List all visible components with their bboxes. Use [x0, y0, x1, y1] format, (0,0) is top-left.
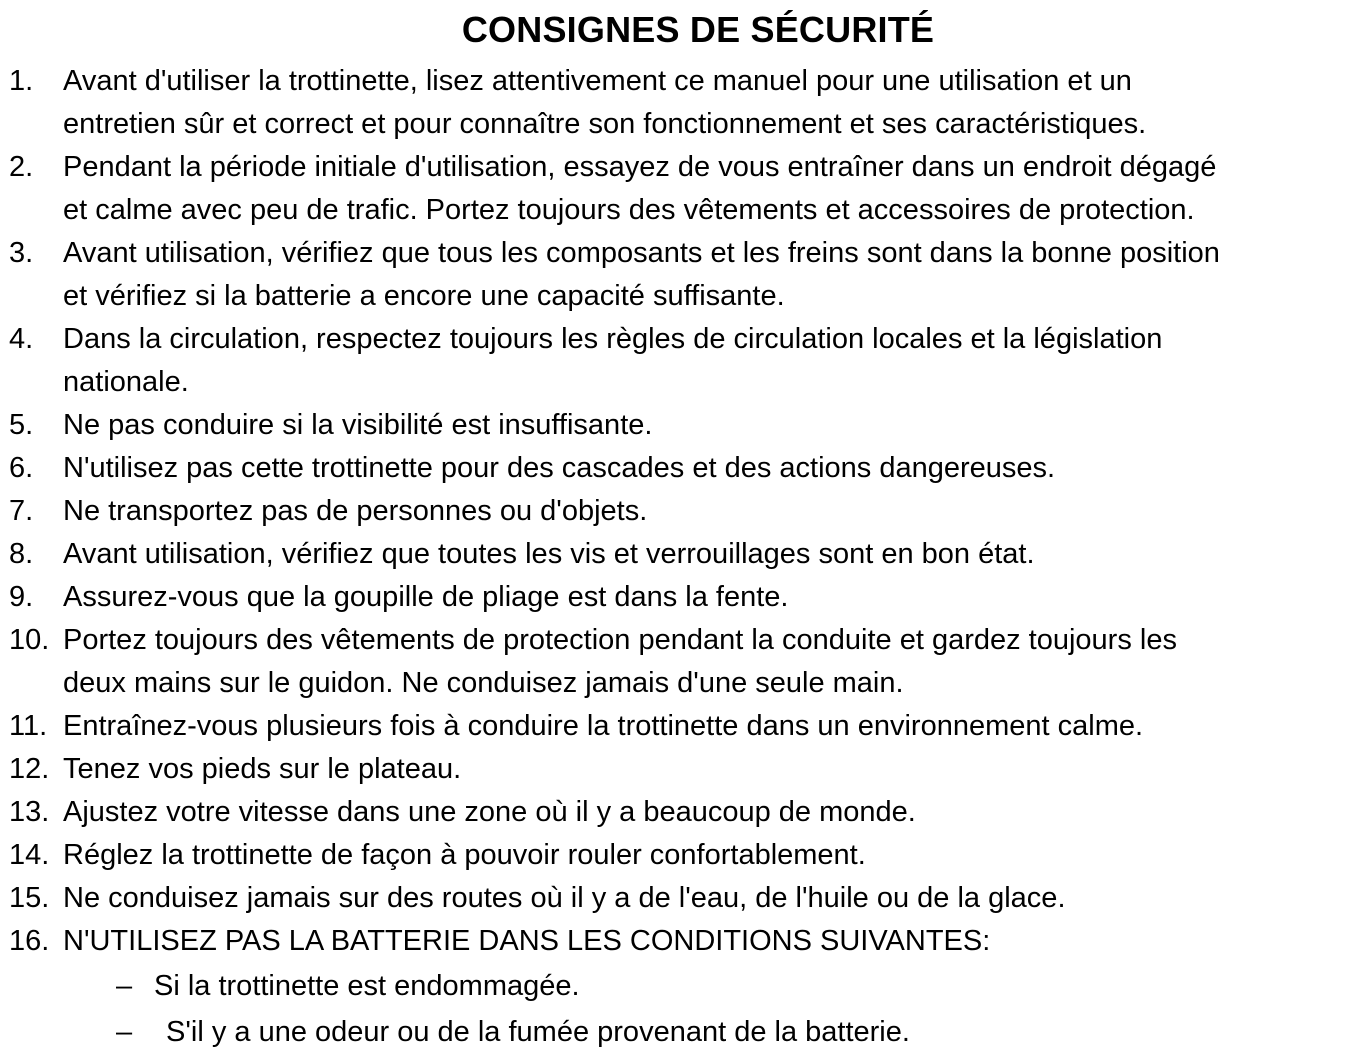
sub-list-item [0, 963, 1366, 1009]
safety-list [0, 60, 1366, 1055]
item-line: Ne conduisez jamais sur des routes où il y a de l'eau, de l'huile ou de la glace. [63, 882, 1066, 914]
sub-item-text: Si la trottinette est endommagée. [154, 970, 580, 1002]
item-line: Ajustez votre vitesse dans une zone où il y a beaucoup de monde. [63, 796, 916, 828]
item-number: 16. [9, 925, 50, 957]
item-number: 6. [9, 452, 34, 484]
item-line: et vérifiez si la batterie a encore une capacité suffisante. [63, 280, 785, 312]
item-line: Dans la circulation, respectez toujours les règles de circulation locales et la législation [63, 323, 1163, 355]
item-line: Pendant la période initiale d'utilisation, essayez de vous entraîner dans un endroit dégagé [63, 151, 1217, 183]
list-item [0, 404, 1366, 447]
list-item [0, 490, 1366, 533]
item-number: 8. [9, 538, 34, 570]
item-line: Ne pas conduire si la visibilité est insuffisante. [63, 409, 653, 441]
item-number: 2. [9, 151, 34, 183]
list-item [0, 619, 1366, 705]
item-line: Tenez vos pieds sur le plateau. [63, 753, 462, 785]
item-line: N'UTILISEZ PAS LA BATTERIE DANS LES CONDITIONS SUIVANTES: [63, 925, 991, 957]
item-line: Ne transportez pas de personnes ou d'objets. [63, 495, 648, 527]
item-line: et calme avec peu de trafic. Portez toujours des vêtements et accessoires de protection. [63, 194, 1195, 226]
item-line: Assurez-vous que la goupille de pliage est dans la fente. [63, 581, 789, 613]
item-line: N'utilisez pas cette trottinette pour des cascades et des actions dangereuses. [63, 452, 1056, 484]
item-line: Avant d'utiliser la trottinette, lisez attentivement ce manuel pour une utilisation et un [63, 65, 1132, 97]
item-number: 11. [9, 710, 48, 742]
item-line: Avant utilisation, vérifiez que tous les composants et les freins sont dans la bonne position [63, 237, 1220, 269]
page-title: CONSIGNES DE SÉCURITÉ [461, 9, 935, 50]
list-item [0, 920, 1366, 963]
sub-list-item [0, 1009, 1366, 1055]
item-number: 9. [9, 581, 34, 613]
list-item [0, 447, 1366, 490]
item-line: deux mains sur le guidon. Ne conduisez jamais d'une seule main. [63, 667, 904, 699]
item-number: 12. [9, 753, 50, 785]
item-number: 15. [9, 882, 50, 914]
item-line: nationale. [63, 366, 189, 398]
item-number: 1. [9, 65, 34, 97]
list-item [0, 748, 1366, 791]
item-line: Réglez la trottinette de façon à pouvoir rouler confortablement. [63, 839, 866, 871]
item-number: 5. [9, 409, 34, 441]
item-number: 7. [9, 495, 34, 527]
list-item [0, 705, 1366, 748]
dash-bullet: – [116, 1016, 133, 1048]
item-number: 14. [9, 839, 50, 871]
item-number: 13. [9, 796, 50, 828]
item-line: Entraînez-vous plusieurs fois à conduire la trottinette dans un environnement calme. [63, 710, 1144, 742]
item-number: 3. [9, 237, 34, 269]
item-line: Portez toujours des vêtements de protection pendant la conduite et gardez toujours les [63, 624, 1177, 656]
item-number: 10. [9, 624, 50, 656]
list-item [0, 60, 1366, 146]
list-item [0, 146, 1366, 232]
list-item [0, 533, 1366, 576]
dash-bullet: – [116, 970, 133, 1002]
list-item [0, 877, 1366, 920]
list-item [0, 318, 1366, 404]
list-item [0, 791, 1366, 834]
item-line: Avant utilisation, vérifiez que toutes les vis et verrouillages sont en bon état. [63, 538, 1035, 570]
list-item [0, 834, 1366, 877]
list-item [0, 576, 1366, 619]
sub-item-text: S'il y a une odeur ou de la fumée provenant de la batterie. [166, 1016, 910, 1048]
item-number: 4. [9, 323, 34, 355]
item-line: entretien sûr et correct et pour connaître son fonctionnement et ses caractéristiques. [63, 108, 1147, 140]
list-item [0, 232, 1366, 318]
